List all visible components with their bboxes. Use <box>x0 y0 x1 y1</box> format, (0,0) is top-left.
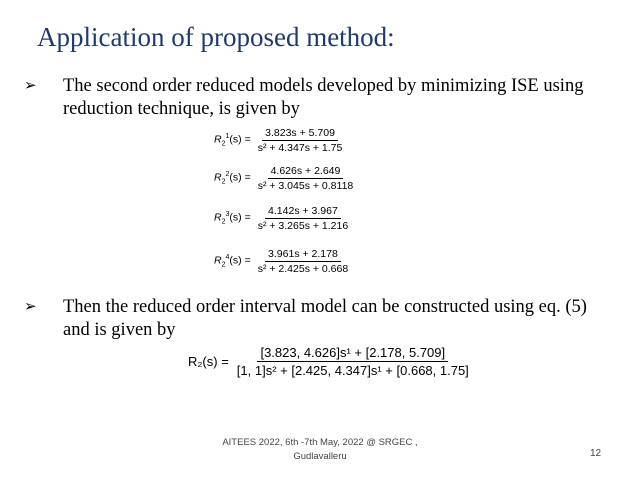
interval-equation-fraction <box>234 345 472 378</box>
equation-fraction <box>255 205 351 232</box>
equation-r2-2 <box>214 165 356 192</box>
denominator: s² + 3.265s + 1.216 <box>257 220 349 232</box>
bullet-text-2: Then the reduced order interval model can be constructed using eq. (5) and is given by <box>63 297 587 340</box>
equation-lhs: $R_2^2(s)$ = <box>214 171 251 186</box>
equation-r2-4 <box>214 248 351 275</box>
equation-fraction <box>255 165 357 192</box>
bullet-text-1: The second order reduced models developed by minimizing ISE using reduction technique, is given by <box>63 76 584 119</box>
equation-lhs: $R_2^4(s)$ = <box>214 254 251 269</box>
numerator: 3.961s + 2.178 <box>265 248 341 262</box>
slide-footer: AITEES 2022, 6th -7th May, 2022 @ SRGEC , Gudlavalleru <box>222 437 418 462</box>
arrow-bullet-icon: ➢ <box>24 78 37 94</box>
bullet-point-1 <box>24 75 609 121</box>
slide-title: Application of proposed method: <box>37 22 395 52</box>
denominator: s² + 3.045s + 0.8118 <box>257 180 354 192</box>
interval-denominator: [1, 1]s² + [2.425, 4.347]s¹ + [0.668, 1.75] <box>236 363 469 378</box>
numerator: 3.823s + 5.709 <box>262 127 338 141</box>
numerator: 4.142s + 3.967 <box>265 205 341 219</box>
equation-lhs: $R_2^1(s)$ = <box>214 133 251 148</box>
interval-numerator: [3.823, 4.626]s¹ + [2.178, 5.709] <box>257 345 448 362</box>
equation-fraction <box>255 127 346 154</box>
page-number: 12 <box>590 448 602 459</box>
denominator: s² + 4.347s + 1.75 <box>257 142 343 154</box>
equation-lhs: $R_2^3(s)$ = <box>214 211 251 226</box>
equation-fraction <box>255 248 351 275</box>
equation-r2-3 <box>214 205 351 232</box>
interval-model-equation <box>188 345 472 378</box>
interval-equation-lhs: R₂(s) = <box>188 354 229 369</box>
bullet-point-2 <box>24 296 609 342</box>
denominator: s² + 2.425s + 0.668 <box>257 263 349 275</box>
arrow-bullet-icon: ➢ <box>24 299 37 315</box>
equation-r2-1 <box>214 127 345 154</box>
numerator: 4.626s + 2.649 <box>268 165 344 179</box>
